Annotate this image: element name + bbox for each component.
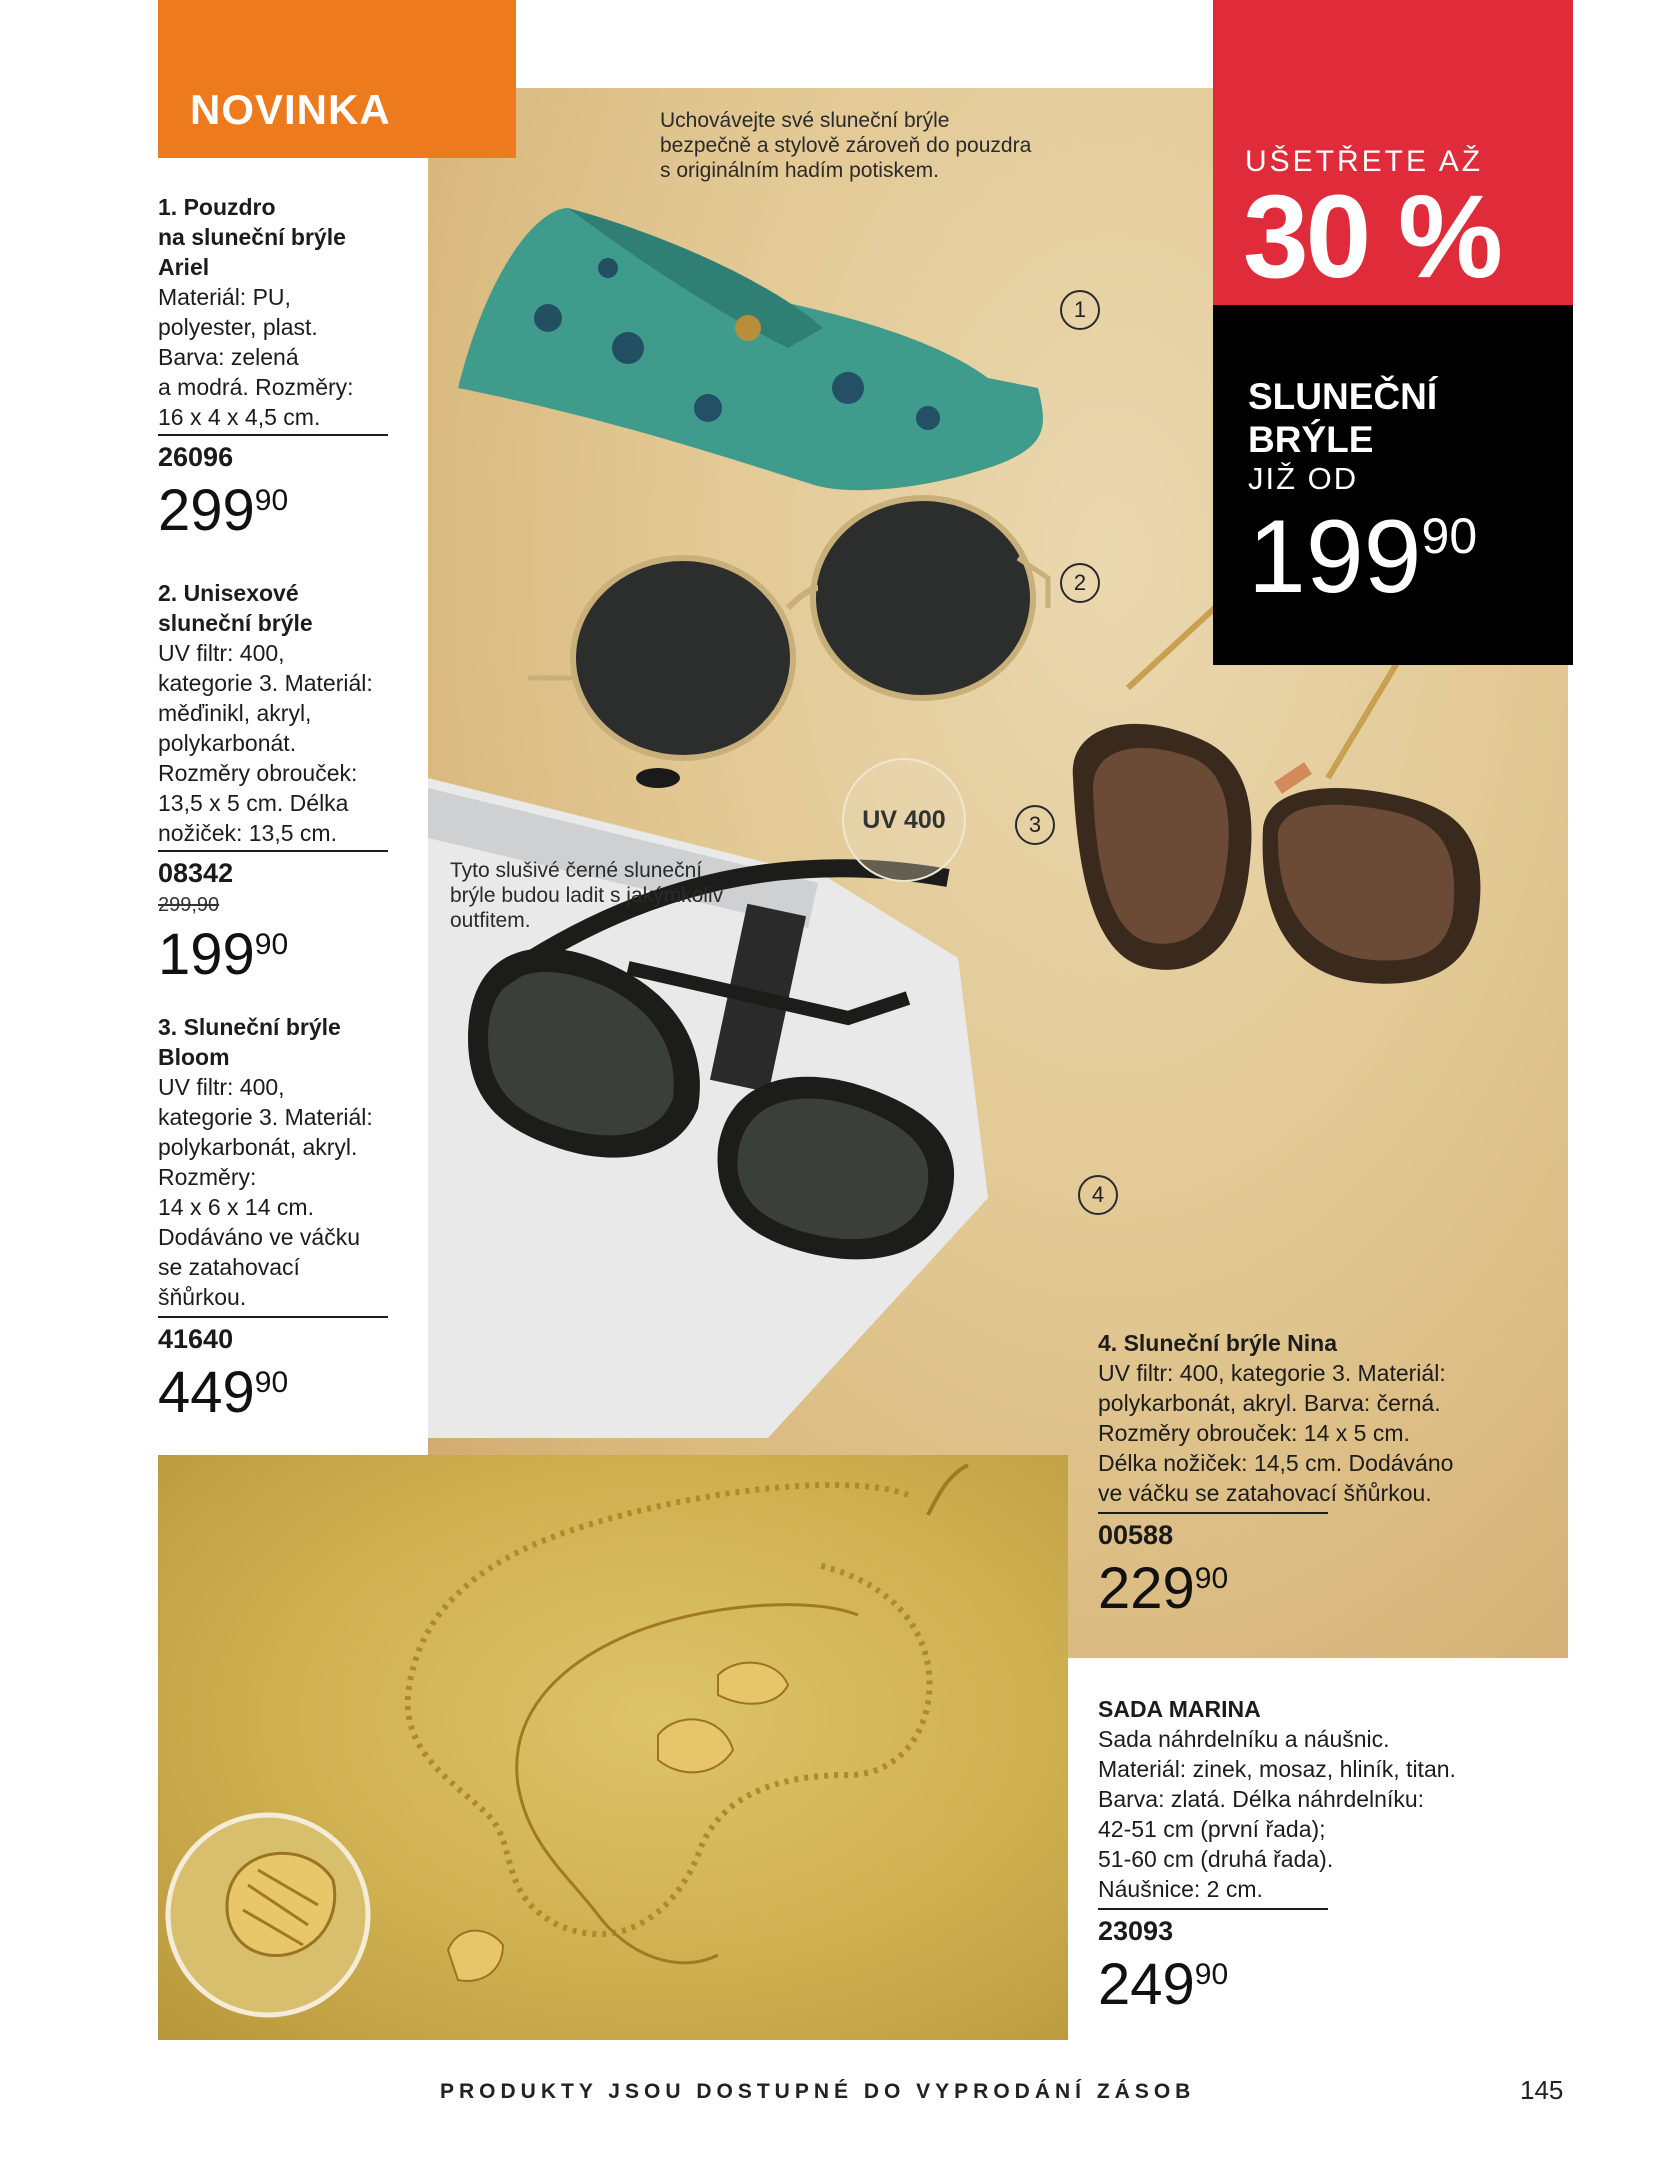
product-code: 00588: [1098, 1520, 1174, 1550]
promo-price: [1248, 499, 1478, 615]
save-label: UŠETŘETE AŽ: [1245, 145, 1484, 178]
product-title: SADA MARINA: [1098, 1696, 1261, 1722]
product-2-info: [158, 578, 428, 848]
promo-title: [1248, 375, 1437, 461]
sale-banner: [1213, 0, 1573, 305]
black-glasses-callout: [450, 858, 723, 933]
callout-line: Uchovávejte své sluneční brýle: [660, 109, 950, 132]
product-code: 26096: [158, 442, 234, 472]
product-desc: polykarbonát.: [158, 730, 297, 756]
product-desc: Náušnice: 2 cm.: [1098, 1876, 1263, 1902]
price-int: 199: [158, 922, 255, 987]
uv400-badge: UV 400: [842, 758, 966, 882]
product-desc: Délka nožiček: 14,5 cm. Dodáváno: [1098, 1450, 1454, 1476]
product-title: 1. Pouzdro: [158, 194, 276, 220]
marker-4: 4: [1078, 1175, 1118, 1215]
marker-2: 2: [1060, 563, 1100, 603]
product-desc: Materiál: zinek, mosaz, hliník, titan.: [1098, 1756, 1456, 1782]
product-desc: Rozměry obrouček: 14 x 5 cm.: [1098, 1420, 1410, 1446]
promo-price-int: 199: [1248, 499, 1422, 615]
callout-line: brýle budou ladit s jakýmkoliv: [450, 884, 724, 907]
sunglasses-promo-box: [1213, 305, 1573, 665]
product-desc: 13,5 x 5 cm. Délka: [158, 790, 349, 816]
product-desc: polyester, plast.: [158, 314, 318, 340]
product-code: 08342: [158, 858, 234, 888]
product-title: Bloom: [158, 1044, 230, 1070]
product-title: sluneční brýle: [158, 610, 313, 636]
product-desc: 16 x 4 x 4,5 cm.: [158, 404, 321, 430]
price-dec: 90: [254, 928, 289, 961]
product-title: 2. Unisexové: [158, 580, 299, 606]
price-int: 249: [1098, 1952, 1195, 2017]
promo-title-line: BRÝLE: [1248, 419, 1374, 460]
divider: [158, 850, 388, 852]
price-int: 299: [158, 478, 255, 543]
product-desc: 51-60 cm (druhá řada).: [1098, 1846, 1334, 1872]
product-desc: Barva: zlatá. Délka náhrdelníku:: [1098, 1786, 1425, 1812]
product-title: 3. Sluneční brýle: [158, 1014, 341, 1040]
price-int: 229: [1098, 1556, 1195, 1621]
marker-1: 1: [1060, 290, 1100, 330]
callout-line: Tyto slušivé černé sluneční: [450, 859, 703, 882]
jewelry-illustration: [158, 1455, 1068, 2040]
product-desc: nožiček: 13,5 cm.: [158, 820, 337, 846]
product-desc: ve váčku se zatahovací šňůrkou.: [1098, 1480, 1432, 1506]
product-code: 23093: [1098, 1916, 1174, 1946]
divider: [1098, 1512, 1328, 1514]
product-desc: 42-51 cm (první řada);: [1098, 1816, 1326, 1842]
product-desc: kategorie 3. Materiál:: [158, 670, 373, 696]
product-desc: 14 x 6 x 14 cm.: [158, 1194, 314, 1220]
product-desc: se zatahovací: [158, 1254, 300, 1280]
product-desc: polykarbonát, akryl.: [158, 1134, 358, 1160]
product-desc: Rozměry:: [158, 1164, 257, 1190]
product-title: Ariel: [158, 254, 210, 280]
shell-pendant-image: [448, 1931, 503, 1981]
product-title: 4. Sluneční brýle Nina: [1098, 1330, 1338, 1356]
product-desc: a modrá. Rozměry:: [158, 374, 354, 400]
new-badge: NOVINKA: [158, 0, 516, 158]
old-price: 299,90: [158, 894, 220, 916]
product-desc: Sada náhrdelníku a náušnic.: [1098, 1726, 1390, 1752]
product-5-info: [1098, 1694, 1568, 1904]
product-3-info: [158, 1012, 428, 1312]
price-int: 449: [158, 1360, 255, 1425]
divider: [158, 434, 388, 436]
product-price: [158, 1360, 289, 1425]
product-desc: UV filtr: 400,: [158, 1074, 285, 1100]
callout-line: bezpečně a stylově zároveň do pouzdra: [660, 134, 1032, 157]
callout-line: s originálním hadím potiskem.: [660, 159, 939, 182]
product-price: [1098, 1952, 1229, 2017]
promo-from-label: JIŽ OD: [1248, 461, 1359, 496]
product-desc: Dodáváno ve váčku: [158, 1224, 361, 1250]
callout-line: outfitem.: [450, 909, 531, 932]
divider: [158, 1316, 388, 1318]
necklace-image: [408, 1465, 968, 1963]
product-code: 41640: [158, 1324, 234, 1354]
price-dec: 90: [1194, 1562, 1229, 1595]
jewelry-photo: [158, 1455, 1068, 2040]
earring-image: [658, 1663, 788, 1773]
price-dec: 90: [254, 484, 289, 517]
product-desc: Barva: zelená: [158, 344, 299, 370]
promo-title-line: SLUNEČNÍ: [1248, 376, 1438, 417]
page-number: 145: [1520, 2075, 1564, 2105]
product-desc: Materiál: PU,: [158, 284, 291, 310]
shell-pendant-closeup-image: [168, 1815, 368, 2015]
product-title: na sluneční brýle: [158, 224, 346, 250]
product-desc: měďinikl, akryl,: [158, 700, 312, 726]
product-desc: kategorie 3. Materiál:: [158, 1104, 373, 1130]
save-percent: 30 %: [1243, 171, 1500, 303]
round-sunglasses-image: [528, 498, 1048, 788]
price-dec: 90: [254, 1366, 289, 1399]
promo-price-dec: 90: [1421, 508, 1478, 564]
product-desc: Rozměry obrouček:: [158, 760, 358, 786]
product-desc: šňůrkou.: [158, 1284, 247, 1310]
product-price: [158, 478, 289, 543]
product-desc: UV filtr: 400, kategorie 3. Materiál:: [1098, 1360, 1446, 1386]
product-price: [1098, 1556, 1229, 1621]
product-price: [158, 922, 289, 987]
availability-footer: PRODUKTY JSOU DOSTUPNÉ DO VYPRODÁNÍ ZÁSOB: [440, 2080, 1196, 2103]
marker-3: 3: [1015, 805, 1055, 845]
glasses-case-image: [458, 208, 1043, 490]
product-1-info: [158, 192, 418, 432]
divider: [1098, 1908, 1328, 1910]
product-desc: polykarbonát, akryl. Barva: černá.: [1098, 1390, 1441, 1416]
price-dec: 90: [1194, 1958, 1229, 1991]
product-desc: UV filtr: 400,: [158, 640, 285, 666]
product-4-info: [1098, 1328, 1568, 1508]
case-callout: [660, 108, 1031, 183]
